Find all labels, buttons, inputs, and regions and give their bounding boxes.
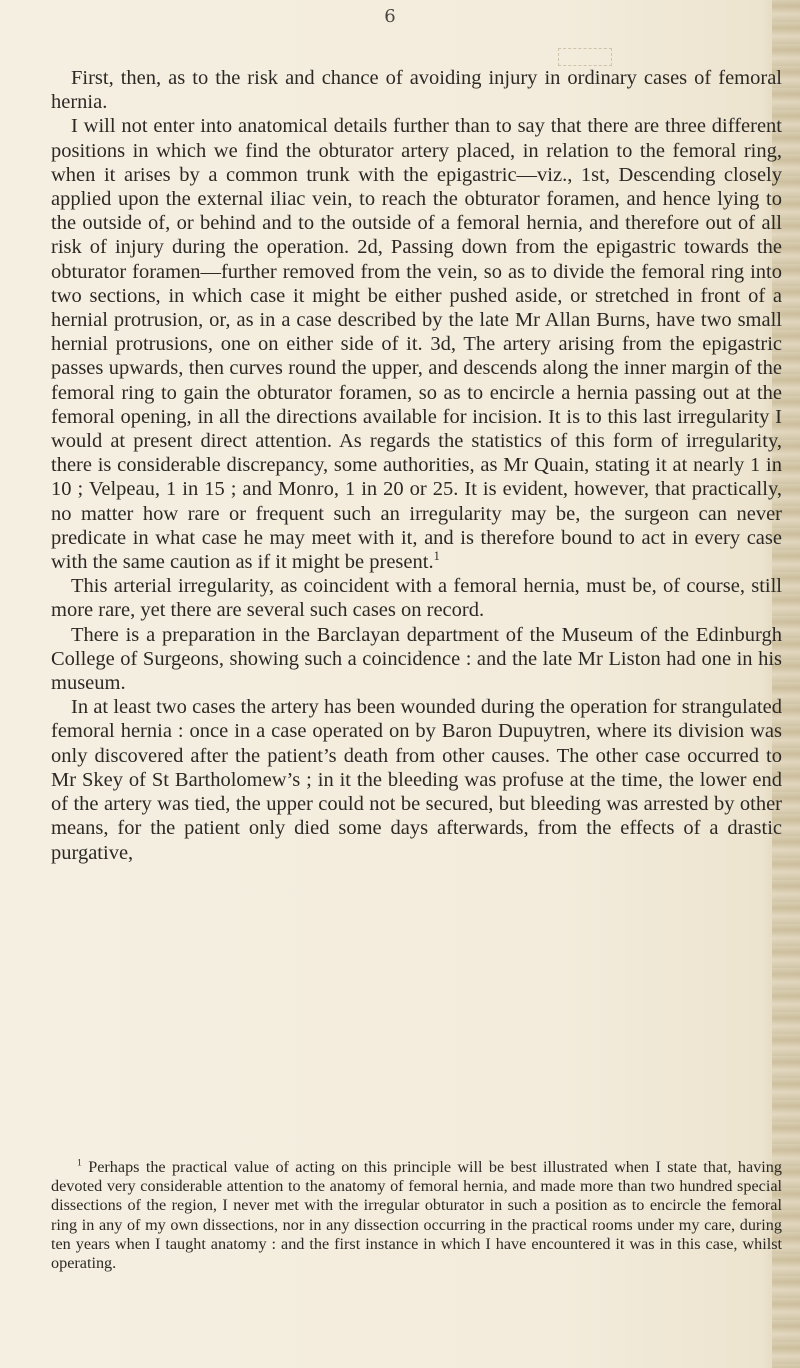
footnote-block — [51, 1158, 782, 1273]
paragraph-museum: There is a preparation in the Barclayan department of the Museum of the Edinburgh College of Surgeons, showing such a coincidence : and the late Mr Liston had one in his museum. — [51, 623, 782, 695]
footnote-reference: 1 — [433, 549, 440, 564]
footnote-text: Perhaps the practical value of acting on this principle will be best illustrated when I state that, having devoted very considerable attention to the anatomy of femoral hernia, and made more than two hundred special dissections of the region, I never met with the irregular obturator in such a position as to encircle the femoral ring in any of my own dissections, nor in any dissection occurring in the practical rooms under my care, during ten years when I taught anatomy : and the first instance in which I have encountered it was in this case, whilst operating. — [51, 1158, 782, 1273]
footnote-marker: 1 — [77, 1157, 82, 1169]
footnote — [51, 1158, 782, 1273]
library-stamp-mark — [558, 48, 612, 66]
page-number: 6 — [384, 6, 396, 27]
paragraph-intro: First, then, as to the risk and chance of avoiding injury in ordinary cases of femoral hernia. — [51, 67, 782, 114]
paragraph-cases: In at least two cases the artery has been wounded during the operation for strangulated femoral hernia : once in a case operated on by Baron Dupuytren, where its division was only discovered after the patient’s death from other causes. The other case occurred to Mr Skey of St Bartholomew’s ; in it the bleeding was profuse at the time, the lower end of the artery was tied, the upper could not be secured, but bleeding was arrested by other means, for the patient only died some days afterwards, from the effects of a drastic purgative, — [51, 696, 782, 864]
paragraph-coincidence: This arterial irregularity, as coincident with a femoral hernia, must be, of course, still more rare, yet there are several such cases on record. — [51, 575, 782, 622]
paragraph-anatomy — [51, 114, 782, 574]
main-text — [51, 66, 782, 865]
paragraph-anatomy-text: I will not enter into anatomical details further than to say that there are three different positions in which we find the obturator artery placed, in relation to the femoral ring, when it arises by a common trunk with the epigastric—viz., 1st, Descending closely applied upon the external iliac vein, to reach the obturator foramen, and hence lying to the outside of, or behind and to the outside of a femoral hernia, and therefore out of all risk of injury during the operation. 2d, Passing down from the epigastric towards the obturator foramen—further removed from the vein, so as to divide the femoral ring into two sections, in which case it might be either pushed aside, or stretched in front of a hernial protrusion, or, as in a case described by the late Mr Allan Burns, have two small hernial protrusions, one on either side of it. 3d, The artery arising from the epigastric passes upwards, then curves round the upper, and descends along the inner margin of the femoral ring to gain the obturator foramen, so as to encircle a hernia passing out at the femoral opening, in all the directions available for incision. It is to this last irregularity I would at present direct attention. As regards the statistics of this form of irregularity, there is considerable discrepancy, some authorities, as Mr Quain, stating it at nearly 1 in 10 ; Velpeau, 1 in 15 ; and Monro, 1 in 20 or 25. It is evident, however, that practically, no matter how rare or frequent such an irregularity may be, the surgeon can never predicate in what case he may meet with it, and is therefore bound to act in every case with the same caution as if it might be present. — [51, 115, 782, 574]
